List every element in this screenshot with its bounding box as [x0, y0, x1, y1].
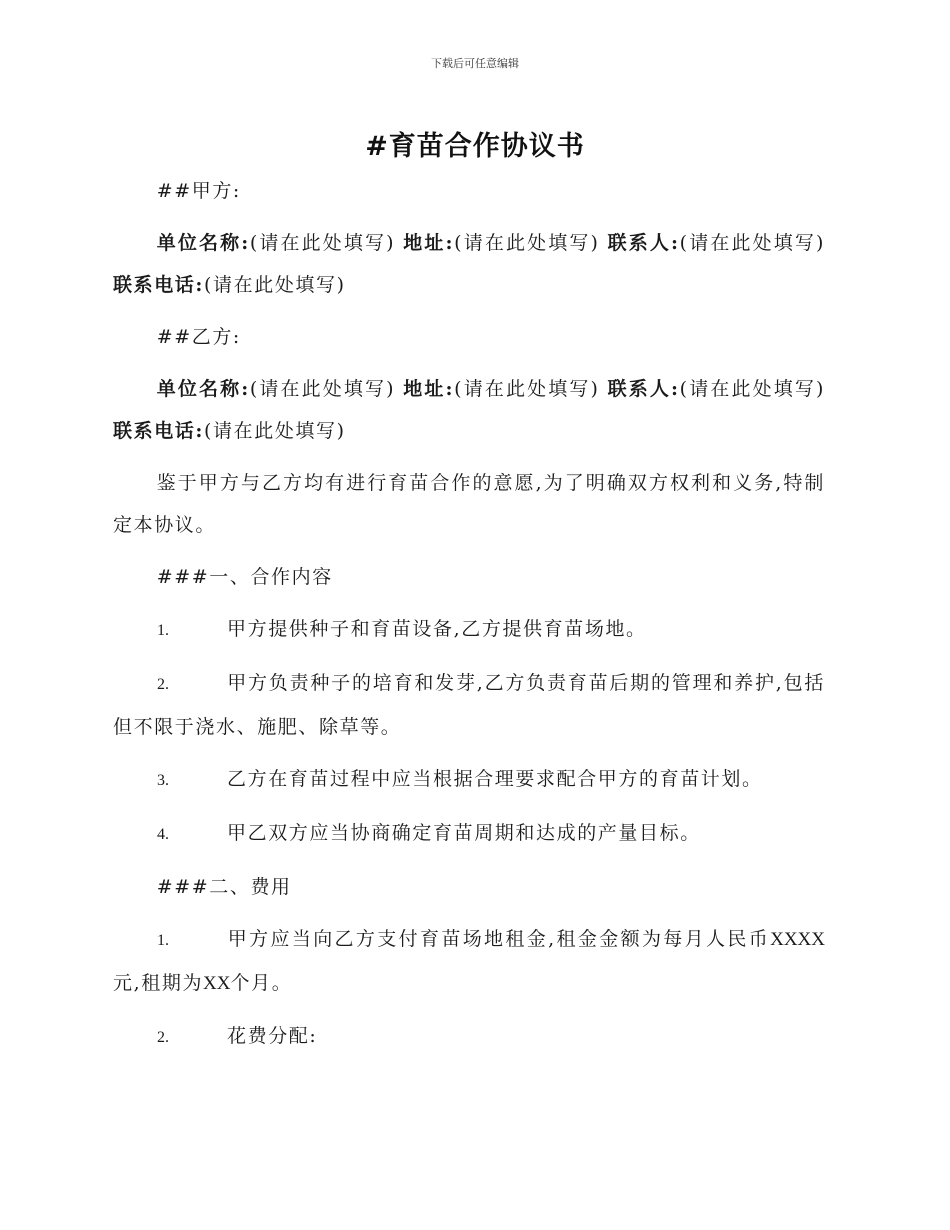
- item-text: 甲方提供种子和育苗设备,乙方提供育苗场地。: [227, 618, 647, 640]
- party-b-phone-value: (请在此处填写): [204, 420, 346, 442]
- item-text: 甲乙双方应当协商确定育苗周期和达成的产量目标。: [227, 822, 701, 844]
- party-a-contact-label: 联系人:: [607, 232, 680, 254]
- party-a-unit-label: 单位名称:: [156, 232, 250, 254]
- party-a-address-label: 地址:: [403, 232, 455, 254]
- item-number: 4.: [157, 826, 169, 843]
- preamble: 鉴于甲方与乙方均有进行育苗合作的意愿,为了明确双方权利和义务,特制定本协议。: [113, 472, 825, 536]
- section2-item-1: [113, 918, 825, 1005]
- section2-item-2: [113, 1015, 825, 1059]
- party-b-unit-label: 单位名称:: [156, 378, 250, 400]
- header-note: 下载后可任意编辑: [431, 57, 519, 70]
- party-b-heading: ##乙方:: [156, 326, 241, 348]
- section2-heading: ###二、费用: [156, 876, 292, 898]
- item-number: 3.: [157, 772, 169, 789]
- party-a-contact-value: (请在此处填写): [679, 232, 825, 254]
- party-b-phone-label: 联系电话:: [113, 420, 205, 442]
- rent-term: XX: [203, 973, 231, 994]
- party-b-contact-label: 联系人:: [607, 378, 680, 400]
- party-b-address-value: (请在此处填写): [454, 378, 600, 400]
- party-b-address-label: 地址:: [403, 378, 455, 400]
- party-a-phone-value: (请在此处填写): [204, 274, 346, 296]
- party-b-details: [113, 368, 825, 452]
- item-text: 花费分配:: [227, 1025, 318, 1047]
- item-number: 1.: [157, 622, 169, 639]
- section1-heading: ###一、合作内容: [156, 566, 333, 588]
- section1-item-4: [113, 812, 825, 856]
- party-a-unit-value: (请在此处填写): [249, 232, 396, 254]
- party-a-phone-label: 联系电话:: [113, 274, 205, 296]
- item-text: 甲方应当向乙方支付育苗场地租金,租金金额为每月人民币: [227, 928, 771, 950]
- section1-item-2: [113, 662, 825, 748]
- section1-item-1: [113, 608, 825, 652]
- party-a-heading: ##甲方:: [156, 180, 241, 202]
- item-number: 2.: [157, 676, 169, 693]
- item-text-end: 个月。: [230, 972, 293, 994]
- document-body: [113, 170, 825, 1069]
- item-text: 乙方在育苗过程中应当根据合理要求配合甲方的育苗计划。: [227, 768, 763, 790]
- item-number: 2.: [157, 1029, 169, 1046]
- party-a-details: [113, 222, 825, 306]
- item-text-cont: 元,租期为: [113, 972, 204, 994]
- item-number: 1.: [157, 932, 169, 949]
- party-a-address-value: (请在此处填写): [454, 232, 600, 254]
- item-text: 甲方负责种子的培育和发芽,乙方负责育苗后期的管理和养护,包括但不限于浇水、施肥、除草等。: [113, 672, 825, 738]
- rent-amount: XXXX: [770, 929, 825, 950]
- party-b-contact-value: (请在此处填写): [679, 378, 825, 400]
- party-b-unit-value: (请在此处填写): [249, 378, 396, 400]
- document-title: #育苗合作协议书: [365, 131, 585, 162]
- section1-item-3: [113, 758, 825, 802]
